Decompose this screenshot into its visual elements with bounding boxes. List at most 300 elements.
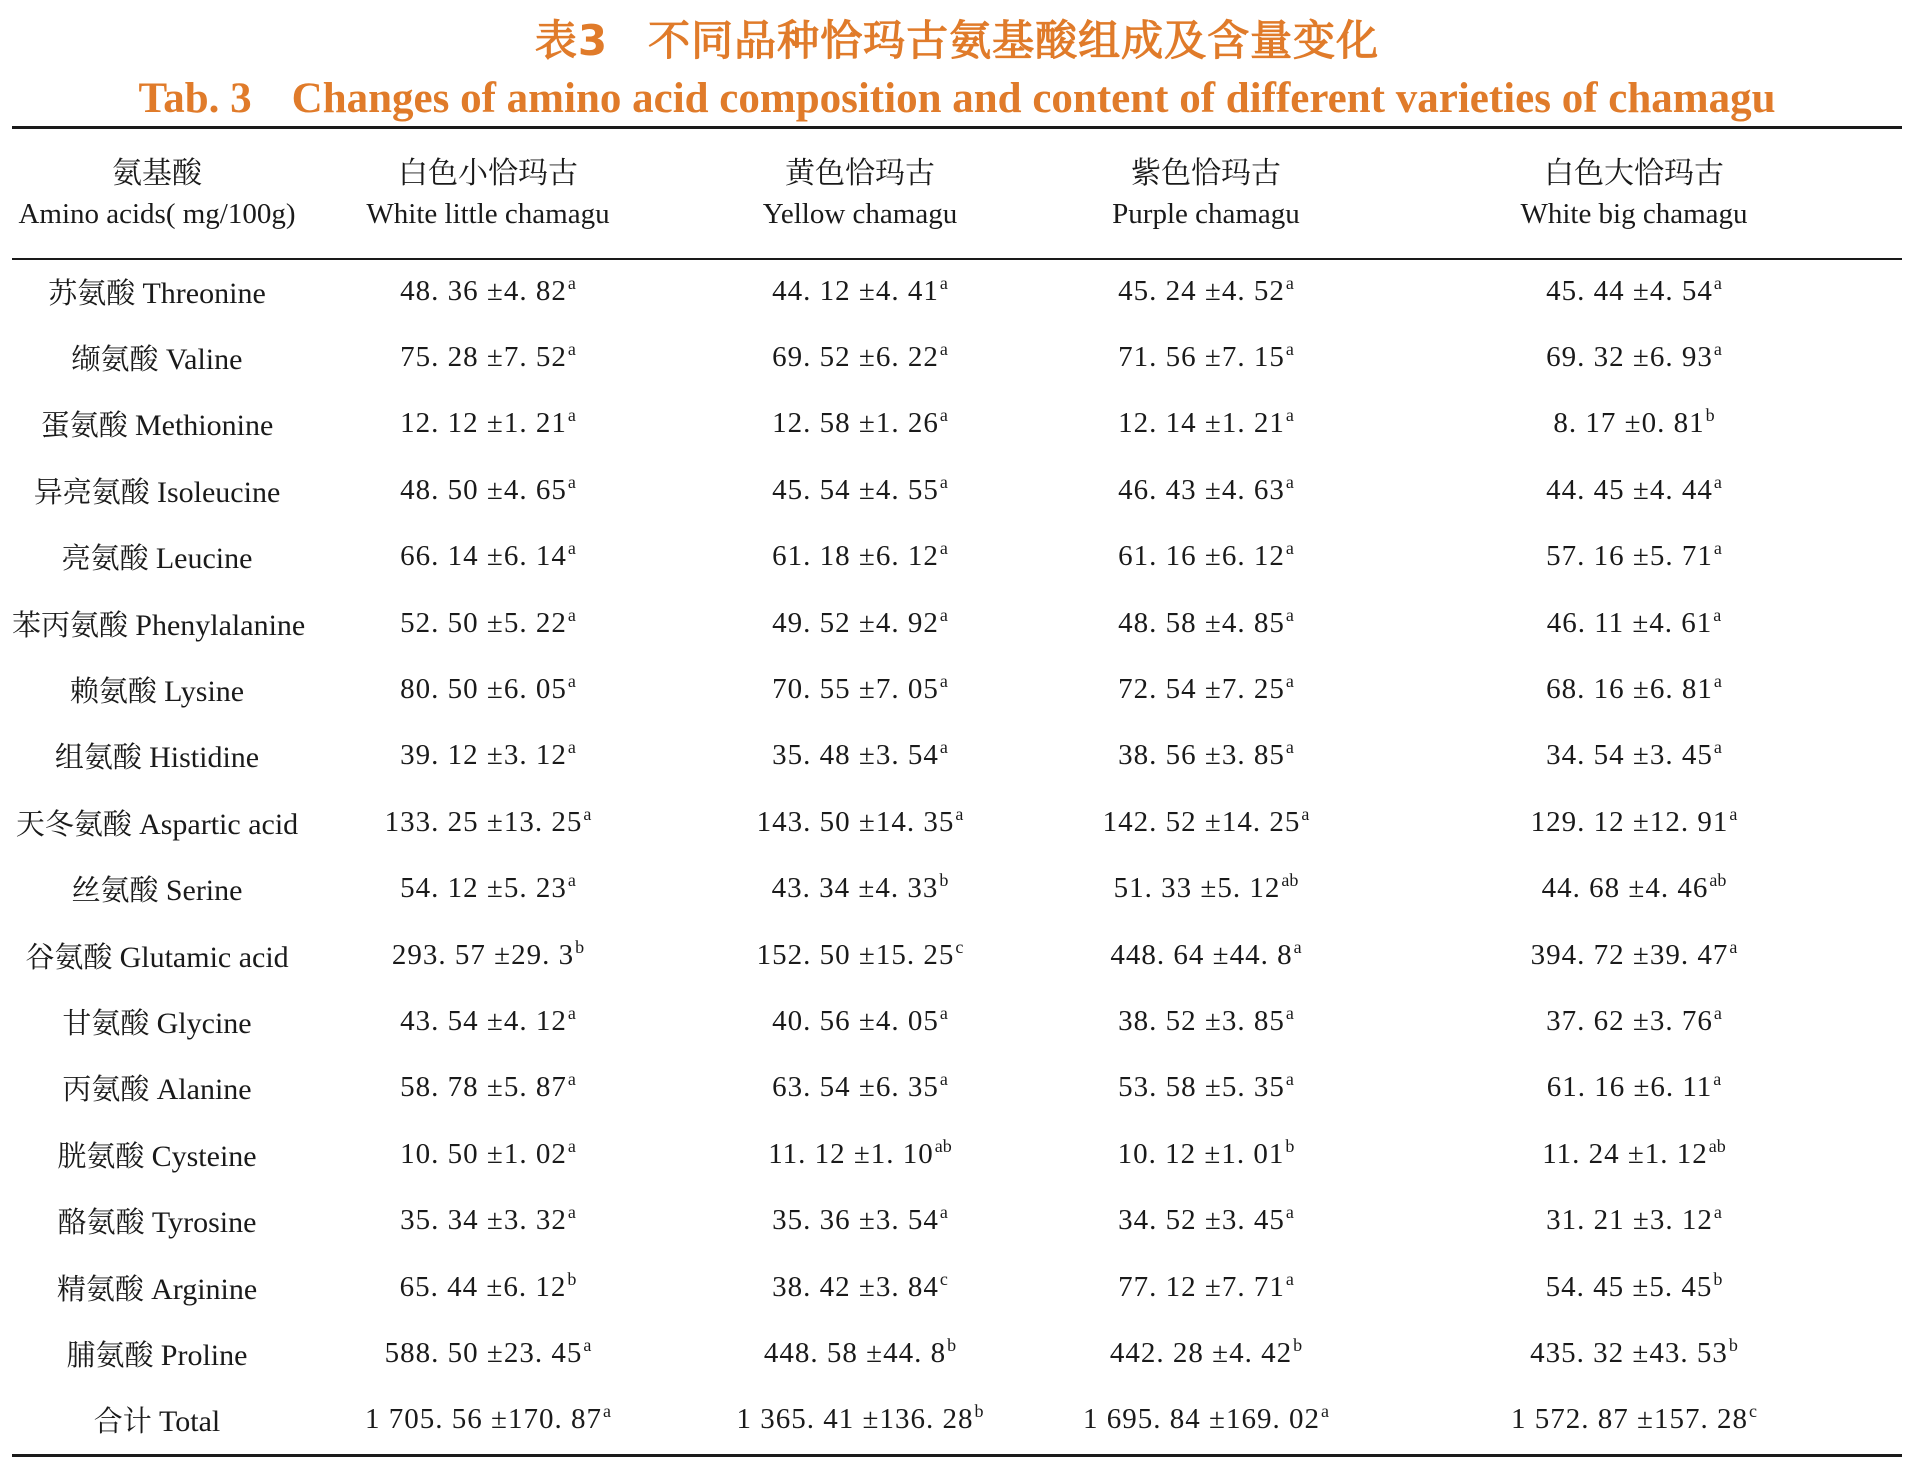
mean-sd-value: 1 365. 41 ±136. 28 — [736, 1403, 974, 1436]
mean-sd-value: 293. 57 ±29. 3 — [391, 938, 575, 971]
significance-letter: a — [567, 870, 576, 891]
value-cell — [1366, 1387, 1902, 1453]
value-cell — [1366, 590, 1902, 656]
mean-sd-value: 80. 50 ±6. 05 — [400, 673, 567, 706]
mean-sd-value: 133. 25 ±13. 25 — [384, 805, 583, 838]
value-cell — [1046, 324, 1366, 390]
mean-sd-value: 34. 52 ±3. 45 — [1118, 1204, 1285, 1237]
table-row — [12, 457, 1902, 523]
value-cell — [302, 1055, 674, 1121]
value-cell — [302, 258, 674, 324]
mean-sd-value: 46. 43 ±4. 63 — [1118, 473, 1285, 506]
mean-sd-value: 394. 72 ±39. 47 — [1530, 938, 1729, 971]
significance-letter: a — [1729, 803, 1738, 824]
significance-letter: a — [939, 671, 948, 692]
amino-acid-name — [12, 391, 302, 457]
significance-letter: b — [1713, 1268, 1723, 1289]
column-header-en: Yellow chamagu — [762, 197, 958, 230]
significance-letter: a — [1285, 671, 1294, 692]
significance-letter: a — [1301, 803, 1310, 824]
value-cell — [1046, 988, 1366, 1054]
significance-letter: a — [567, 1069, 576, 1090]
significance-letter: a — [567, 272, 576, 293]
mean-sd-value: 35. 36 ±3. 54 — [772, 1204, 939, 1237]
value-cell — [1366, 1187, 1902, 1253]
mean-sd-value: 1 572. 87 ±157. 28 — [1511, 1403, 1748, 1436]
mean-sd-value: 129. 12 ±12. 91 — [1530, 805, 1729, 838]
mean-sd-value: 58. 78 ±5. 87 — [400, 1071, 567, 1104]
mean-sd-value: 588. 50 ±23. 45 — [384, 1336, 583, 1369]
value-cell — [1046, 856, 1366, 922]
mean-sd-value: 38. 56 ±3. 85 — [1118, 739, 1285, 772]
mean-sd-value: 43. 34 ±4. 33 — [771, 872, 939, 905]
mean-sd-value: 12. 12 ±1. 21 — [400, 407, 567, 440]
significance-letter: a — [1729, 936, 1738, 957]
amino-acid-name — [12, 258, 302, 324]
significance-letter: a — [939, 471, 948, 492]
significance-letter: a — [1713, 1002, 1722, 1023]
significance-letter: b — [1728, 1334, 1738, 1355]
table-title-cn — [0, 8, 1914, 68]
significance-letter: ab — [1709, 870, 1727, 891]
amino-acid-name — [12, 524, 302, 590]
significance-letter: a — [1713, 1202, 1722, 1223]
mean-sd-value: 448. 64 ±44. 8 — [1110, 938, 1293, 971]
mean-sd-value: 61. 18 ±6. 12 — [772, 540, 939, 573]
amino-acid-name — [12, 1121, 302, 1187]
significance-letter: b — [567, 1268, 577, 1289]
table-row — [12, 258, 1902, 324]
significance-letter: a — [1713, 339, 1722, 360]
significance-letter: a — [1293, 936, 1302, 957]
significance-letter: a — [939, 405, 948, 426]
significance-letter: a — [567, 737, 576, 758]
mean-sd-value: 65. 44 ±6. 12 — [399, 1270, 567, 1303]
value-cell — [674, 524, 1046, 590]
significance-letter: a — [567, 671, 576, 692]
column-header-cn: 白色大恰玛古 — [1544, 155, 1724, 191]
value-cell — [302, 1187, 674, 1253]
mean-sd-value: 38. 42 ±3. 84 — [772, 1270, 939, 1303]
table-row — [12, 656, 1902, 722]
mean-sd-value: 152. 50 ±15. 25 — [756, 938, 955, 971]
value-cell — [1366, 324, 1902, 390]
significance-letter: a — [1713, 737, 1722, 758]
mean-sd-value: 48. 58 ±4. 85 — [1118, 606, 1285, 639]
mean-sd-value: 1 705. 56 ±170. 87 — [365, 1403, 602, 1436]
mean-sd-value: 10. 50 ±1. 02 — [400, 1137, 567, 1170]
mean-sd-value: 61. 16 ±6. 12 — [1118, 540, 1285, 573]
significance-letter: a — [1285, 339, 1294, 360]
table-caption-cn: 不同品种恰玛古氨基酸组成及含量变化 — [648, 16, 1380, 65]
significance-letter: a — [939, 737, 948, 758]
significance-letter: a — [567, 1002, 576, 1023]
value-cell — [302, 856, 674, 922]
significance-letter: a — [567, 538, 576, 559]
amino-acid-name-cn: 丙氨酸 — [62, 1072, 150, 1107]
significance-letter: a — [955, 803, 964, 824]
value-cell — [1046, 258, 1366, 324]
mean-sd-value: 44. 45 ±4. 44 — [1546, 473, 1713, 506]
mean-sd-value: 66. 14 ±6. 14 — [400, 540, 567, 573]
value-cell — [674, 922, 1046, 988]
mean-sd-value: 68. 16 ±6. 81 — [1546, 673, 1713, 706]
significance-letter: a — [567, 405, 576, 426]
mean-sd-value: 35. 34 ±3. 32 — [400, 1204, 567, 1237]
amino-acid-name — [12, 1387, 302, 1453]
table-row — [12, 1187, 1902, 1253]
amino-acid-table — [12, 129, 1902, 1453]
mean-sd-value: 34. 54 ±3. 45 — [1546, 739, 1713, 772]
table-row — [12, 789, 1902, 855]
value-cell — [302, 457, 674, 523]
value-cell — [674, 324, 1046, 390]
value-cell — [1366, 524, 1902, 590]
table-row — [12, 391, 1902, 457]
value-cell — [674, 258, 1046, 324]
amino-acid-name — [12, 988, 302, 1054]
amino-acid-name-en: Serine — [165, 874, 243, 908]
amino-acid-name-en: Glycine — [156, 1006, 252, 1040]
column-header — [1366, 129, 1902, 258]
mean-sd-value: 53. 58 ±5. 35 — [1118, 1071, 1285, 1104]
mean-sd-value: 69. 32 ±6. 93 — [1546, 341, 1713, 374]
amino-acid-name-en: Methionine — [134, 409, 274, 443]
value-cell — [674, 789, 1046, 855]
column-header-en: White big chamagu — [1520, 197, 1748, 230]
value-cell — [674, 856, 1046, 922]
significance-letter: a — [1285, 405, 1294, 426]
significance-letter: c — [1748, 1401, 1757, 1422]
amino-acid-name-cn: 苏氨酸 — [48, 275, 136, 310]
significance-letter: a — [1285, 1202, 1294, 1223]
amino-acid-name — [12, 656, 302, 722]
amino-acid-name-en: Valine — [165, 343, 243, 377]
table-body — [12, 258, 1902, 1453]
mean-sd-value: 48. 36 ±4. 82 — [400, 274, 567, 307]
mean-sd-value: 69. 52 ±6. 22 — [772, 341, 939, 374]
value-cell — [302, 656, 674, 722]
table-row — [12, 1387, 1902, 1453]
amino-acid-name-en: Alanine — [156, 1073, 252, 1107]
value-cell — [674, 723, 1046, 789]
significance-letter: b — [947, 1334, 957, 1355]
amino-acid-name-cn: 亮氨酸 — [61, 541, 149, 576]
mean-sd-value: 45. 24 ±4. 52 — [1118, 274, 1285, 307]
value-cell — [674, 988, 1046, 1054]
table-row — [12, 922, 1902, 988]
table-row — [12, 723, 1902, 789]
column-header — [12, 129, 302, 258]
amino-acid-name-en: Aspartic acid — [139, 807, 299, 841]
mean-sd-value: 37. 62 ±3. 76 — [1546, 1004, 1713, 1037]
significance-letter: a — [602, 1401, 611, 1422]
mean-sd-value: 31. 21 ±3. 12 — [1546, 1204, 1713, 1237]
significance-letter: ab — [934, 1135, 952, 1156]
amino-acid-name-cn: 脯氨酸 — [66, 1337, 154, 1372]
significance-letter: a — [1285, 538, 1294, 559]
significance-letter: b — [575, 936, 585, 957]
table-label-cn: 表3 — [534, 16, 609, 65]
table-row — [12, 1055, 1902, 1121]
value-cell — [674, 1055, 1046, 1121]
table-label-en: Tab. 3 — [138, 75, 252, 122]
mean-sd-value: 54. 12 ±5. 23 — [400, 872, 567, 905]
mean-sd-value: 38. 52 ±3. 85 — [1118, 1004, 1285, 1037]
mean-sd-value: 49. 52 ±4. 92 — [772, 606, 939, 639]
value-cell — [1046, 391, 1366, 457]
amino-acid-name-cn: 胱氨酸 — [57, 1138, 145, 1173]
table-row — [12, 856, 1902, 922]
value-cell — [1046, 1254, 1366, 1320]
amino-acid-name-en: Phenylalanine — [135, 608, 306, 642]
significance-letter: a — [567, 1202, 576, 1223]
amino-acid-name — [12, 1320, 302, 1386]
value-cell — [1366, 922, 1902, 988]
significance-letter: a — [567, 471, 576, 492]
value-cell — [302, 1320, 674, 1386]
significance-letter: a — [1713, 272, 1722, 293]
column-header-cn: 白色小恰玛古 — [398, 155, 578, 191]
amino-acid-name-cn: 甘氨酸 — [62, 1005, 150, 1040]
significance-letter: a — [939, 1002, 948, 1023]
value-cell — [1046, 1187, 1366, 1253]
mean-sd-value: 45. 44 ±4. 54 — [1546, 274, 1713, 307]
amino-acid-name-cn: 丝氨酸 — [71, 873, 159, 908]
significance-letter: a — [939, 272, 948, 293]
amino-acid-name-en: Isoleucine — [156, 475, 281, 509]
amino-acid-name-cn: 异亮氨酸 — [33, 474, 150, 509]
amino-acid-name-en: Cysteine — [151, 1139, 257, 1173]
significance-letter: a — [1713, 471, 1722, 492]
value-cell — [674, 1254, 1046, 1320]
amino-acid-name-cn: 蛋氨酸 — [40, 408, 128, 443]
amino-acid-name-cn: 缬氨酸 — [71, 342, 159, 377]
value-cell — [1366, 1320, 1902, 1386]
mean-sd-value: 143. 50 ±14. 35 — [756, 805, 955, 838]
significance-letter: a — [939, 604, 948, 625]
amino-acid-name-en: Total — [159, 1405, 221, 1439]
significance-letter: a — [1285, 737, 1294, 758]
value-cell — [674, 1387, 1046, 1453]
value-cell — [302, 789, 674, 855]
amino-acid-name-en: Proline — [160, 1338, 248, 1372]
value-cell — [674, 590, 1046, 656]
mean-sd-value: 46. 11 ±4. 61 — [1546, 606, 1713, 639]
mean-sd-value: 48. 50 ±4. 65 — [400, 473, 567, 506]
value-cell — [1046, 656, 1366, 722]
value-cell — [1366, 1121, 1902, 1187]
significance-letter: a — [939, 1069, 948, 1090]
mean-sd-value: 142. 52 ±14. 25 — [1102, 805, 1301, 838]
mean-sd-value: 35. 48 ±3. 54 — [772, 739, 939, 772]
significance-letter: ab — [1708, 1135, 1726, 1156]
significance-letter: a — [583, 1334, 592, 1355]
header-row — [12, 129, 1902, 258]
amino-acid-name — [12, 1187, 302, 1253]
value-cell — [1366, 656, 1902, 722]
amino-acid-name — [12, 457, 302, 523]
column-header — [674, 129, 1046, 258]
column-header-en: White little chamagu — [366, 197, 610, 230]
mean-sd-value: 77. 12 ±7. 71 — [1118, 1270, 1285, 1303]
mean-sd-value: 45. 54 ±4. 55 — [772, 473, 939, 506]
mean-sd-value: 11. 12 ±1. 10 — [768, 1137, 934, 1170]
value-cell — [302, 324, 674, 390]
value-cell — [302, 590, 674, 656]
mean-sd-value: 51. 33 ±5. 12 — [1113, 872, 1281, 905]
column-header — [1046, 129, 1366, 258]
mean-sd-value: 12. 58 ±1. 26 — [772, 407, 939, 440]
mean-sd-value: 75. 28 ±7. 52 — [400, 341, 567, 374]
significance-letter: b — [974, 1401, 984, 1422]
significance-letter: a — [583, 803, 592, 824]
mean-sd-value: 57. 16 ±5. 71 — [1546, 540, 1713, 573]
mean-sd-value: 40. 56 ±4. 05 — [772, 1004, 939, 1037]
significance-letter: a — [567, 604, 576, 625]
amino-acid-name-en: Leucine — [155, 542, 253, 576]
significance-letter: ab — [1281, 870, 1299, 891]
amino-acid-name-cn: 组氨酸 — [54, 740, 142, 775]
column-header-cn: 紫色恰玛古 — [1131, 155, 1281, 191]
mean-sd-value: 435. 32 ±43. 53 — [1530, 1336, 1728, 1369]
significance-letter: a — [1713, 538, 1722, 559]
value-cell — [302, 922, 674, 988]
amino-acid-name — [12, 590, 306, 656]
amino-acid-name-cn: 精氨酸 — [56, 1271, 144, 1306]
value-cell — [674, 391, 1046, 457]
table-row — [12, 1254, 1902, 1320]
significance-letter: a — [1285, 471, 1294, 492]
value-cell — [1366, 988, 1902, 1054]
significance-letter: a — [1713, 671, 1722, 692]
significance-letter: a — [1285, 1002, 1294, 1023]
amino-acid-name-en: Arginine — [151, 1272, 258, 1306]
table-row — [12, 524, 1902, 590]
mean-sd-value: 39. 12 ±3. 12 — [400, 739, 567, 772]
table-title-en — [0, 74, 1914, 123]
significance-letter: a — [1713, 604, 1722, 625]
value-cell — [302, 988, 674, 1054]
significance-letter: a — [1320, 1401, 1329, 1422]
significance-letter: b — [1285, 1135, 1295, 1156]
table-row — [12, 1320, 1902, 1386]
amino-acid-name — [12, 723, 302, 789]
mean-sd-value: 10. 12 ±1. 01 — [1117, 1137, 1285, 1170]
amino-acid-name-cn: 合计 — [93, 1404, 152, 1439]
significance-letter: a — [567, 1135, 576, 1156]
value-cell — [1046, 524, 1366, 590]
mean-sd-value: 61. 16 ±6. 11 — [1546, 1071, 1713, 1104]
value-cell — [1046, 922, 1366, 988]
value-cell — [1366, 856, 1902, 922]
column-header-en: Purple chamagu — [1112, 197, 1300, 230]
significance-letter: b — [1705, 405, 1715, 426]
column-header-en: Amino acids( mg/100g) — [18, 197, 296, 230]
mean-sd-value: 442. 28 ±4. 42 — [1109, 1336, 1293, 1369]
mean-sd-value: 72. 54 ±7. 25 — [1118, 673, 1285, 706]
amino-acid-name-en: Histidine — [149, 741, 260, 775]
value-cell — [1366, 457, 1902, 523]
value-cell — [1046, 590, 1366, 656]
significance-letter: a — [939, 1202, 948, 1223]
value-cell — [1046, 1055, 1366, 1121]
significance-letter: a — [1285, 272, 1294, 293]
mean-sd-value: 12. 14 ±1. 21 — [1118, 407, 1285, 440]
value-cell — [302, 1254, 674, 1320]
value-cell — [302, 391, 674, 457]
column-header-cn: 氨基酸 — [112, 155, 202, 191]
value-cell — [1046, 1121, 1366, 1187]
table-bottom-rule — [12, 1454, 1902, 1457]
value-cell — [674, 656, 1046, 722]
amino-acid-name-en: Glutamic acid — [119, 940, 289, 974]
table-row — [12, 1121, 1902, 1187]
table-row — [12, 324, 1902, 390]
mean-sd-value: 8. 17 ±0. 81 — [1553, 407, 1705, 440]
significance-letter: a — [1285, 1268, 1294, 1289]
significance-letter: a — [939, 538, 948, 559]
significance-letter: a — [939, 339, 948, 360]
amino-acid-name — [12, 789, 302, 855]
significance-letter: c — [939, 1268, 948, 1289]
value-cell — [1366, 1055, 1902, 1121]
mean-sd-value: 63. 54 ±6. 35 — [772, 1071, 939, 1104]
mean-sd-value: 448. 58 ±44. 8 — [763, 1336, 947, 1369]
amino-acid-name-cn: 天冬氨酸 — [15, 806, 132, 841]
table-row — [12, 590, 1902, 656]
amino-acid-name — [12, 1055, 302, 1121]
significance-letter: a — [1285, 1069, 1294, 1090]
value-cell — [674, 457, 1046, 523]
value-cell — [302, 1121, 674, 1187]
value-cell — [1366, 1254, 1902, 1320]
significance-letter: a — [1713, 1069, 1722, 1090]
value-cell — [1046, 457, 1366, 523]
amino-acid-name — [12, 856, 302, 922]
value-cell — [302, 723, 674, 789]
mean-sd-value: 11. 24 ±1. 12 — [1542, 1137, 1708, 1170]
value-cell — [674, 1121, 1046, 1187]
value-cell — [674, 1187, 1046, 1253]
amino-acid-name — [12, 922, 302, 988]
amino-acid-name-cn: 谷氨酸 — [25, 939, 113, 974]
value-cell — [302, 524, 674, 590]
value-cell — [1046, 789, 1366, 855]
amino-acid-name-en: Lysine — [164, 675, 245, 709]
amino-acid-name-en: Tyrosine — [151, 1206, 257, 1240]
column-header — [302, 129, 674, 258]
mean-sd-value: 1 695. 84 ±169. 02 — [1083, 1403, 1320, 1436]
mean-sd-value: 52. 50 ±5. 22 — [400, 606, 567, 639]
value-cell — [302, 1387, 674, 1453]
column-header-cn: 黄色恰玛古 — [785, 155, 935, 191]
amino-acid-name — [12, 1254, 302, 1320]
value-cell — [1046, 1387, 1366, 1453]
mean-sd-value: 54. 45 ±5. 45 — [1545, 1270, 1713, 1303]
mean-sd-value: 44. 68 ±4. 46 — [1541, 872, 1709, 905]
amino-acid-name-cn: 苯丙氨酸 — [12, 607, 129, 642]
mean-sd-value: 43. 54 ±4. 12 — [400, 1004, 567, 1037]
amino-acid-name — [12, 324, 302, 390]
mean-sd-value: 70. 55 ±7. 05 — [772, 673, 939, 706]
value-cell — [674, 1320, 1046, 1386]
table-caption-en: Changes of amino acid composition and content of different varieties of chamagu — [291, 75, 1776, 122]
value-cell — [1366, 258, 1902, 324]
amino-acid-name-cn: 酪氨酸 — [57, 1205, 145, 1240]
mean-sd-value: 44. 12 ±4. 41 — [772, 274, 939, 307]
significance-letter: b — [1293, 1334, 1303, 1355]
